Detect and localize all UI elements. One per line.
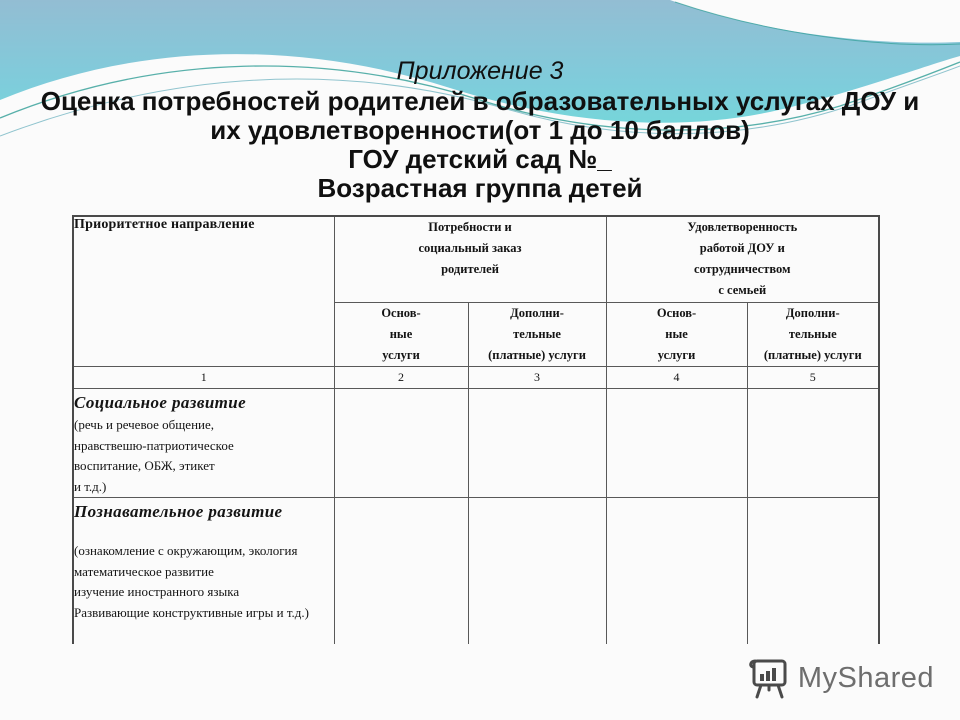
- needs-header-line: Потребности и: [428, 220, 512, 234]
- column-number-cell: 2: [334, 367, 468, 389]
- priority-header-cell: [73, 216, 334, 367]
- direction-title: Социальное развитие: [74, 393, 247, 412]
- title-block: [0, 56, 960, 203]
- evaluation-table: [72, 215, 880, 644]
- sub-header-line: (платные) услуги: [488, 348, 586, 362]
- direction-desc-line: и т.д.): [74, 478, 107, 494]
- direction-desc-line: изучение иностранного языка: [74, 584, 240, 599]
- column-number-cell: 3: [468, 367, 606, 389]
- needs-header-line: родителей: [441, 262, 499, 276]
- basic-services-header-cell-2: [606, 303, 747, 367]
- sub-header-line: (платные) услуги: [763, 348, 862, 362]
- title-line-1: Оценка потребностей родителей в образовательных услугах ДОУ и: [40, 86, 920, 116]
- sub-header-line: Основ-: [381, 306, 421, 320]
- title-line-3: ГОУ детский сад №_: [348, 144, 612, 174]
- score-cell-empty: [606, 389, 747, 498]
- direction-cell-cognitive: [73, 498, 334, 645]
- group-header-row: [73, 216, 879, 303]
- satisfaction-header-line: работой ДОУ и: [699, 241, 785, 255]
- table-row-cognitive: [73, 498, 879, 645]
- score-cell-empty: [747, 389, 879, 498]
- needs-header-line: социальный заказ: [418, 241, 522, 255]
- direction-desc-line: (речь и речевое общение,: [74, 417, 215, 432]
- blank-line: [74, 524, 334, 541]
- additional-services-header-cell-2: [747, 303, 879, 367]
- satisfaction-header-line: с семьей: [718, 283, 767, 297]
- score-cell-empty: [747, 498, 879, 645]
- score-cell-empty: [468, 498, 606, 645]
- direction-desc-line: математическое развитие: [74, 563, 214, 579]
- needs-group-header-cell: [334, 216, 606, 303]
- direction-desc-line: (ознакомление с окружающим, экология: [74, 543, 298, 558]
- score-cell-empty: [606, 498, 747, 645]
- direction-desc-line: воспитание, ОБЖ, этикет: [74, 458, 215, 473]
- appendix-label: Приложение 3: [396, 57, 564, 85]
- title-line-4: Возрастная группа детей: [317, 173, 643, 203]
- sub-header-line: услуги: [657, 348, 696, 362]
- sub-header-line: Дополни-: [785, 306, 840, 320]
- sub-header-line: ные: [389, 327, 413, 341]
- sub-header-line: услуги: [382, 348, 420, 362]
- sub-header-line: Основ-: [656, 306, 697, 320]
- column-number-cell: 1: [73, 367, 334, 389]
- basic-services-header-cell: [334, 303, 468, 367]
- presentation-chart-icon: [745, 656, 791, 700]
- direction-desc-line: нравствешю-патриотическое: [74, 437, 234, 453]
- additional-services-header-cell: [468, 303, 606, 367]
- sub-header-line: ные: [665, 327, 688, 341]
- column-number-row: [73, 367, 879, 389]
- satisfaction-header-line: сотрудничеством: [694, 262, 791, 276]
- title-line-2: их удовлетворенности(от 1 до 10 баллов): [210, 115, 750, 145]
- table-row-social: [73, 389, 879, 498]
- direction-cell-social: [73, 389, 334, 498]
- column-number-cell: 5: [747, 367, 879, 389]
- myshared-logo-text: MyShared: [797, 661, 934, 694]
- score-cell-empty: [334, 389, 468, 498]
- direction-title: Познавательное развитие: [74, 502, 283, 521]
- sub-header-line: тельные: [513, 327, 561, 341]
- score-cell-empty: [334, 498, 468, 645]
- sub-header-line: тельные: [788, 327, 837, 341]
- column-number-cell: 4: [606, 367, 747, 389]
- score-cell-empty: [468, 389, 606, 498]
- sub-header-line: Дополни-: [510, 306, 564, 320]
- direction-desc-line: Развивающие конструктивные игры и т.д.): [74, 604, 309, 620]
- priority-header-label: Приоритетное направление: [74, 217, 255, 232]
- satisfaction-header-line: Удовлетворенность: [687, 220, 798, 234]
- myshared-logo[interactable]: [745, 656, 934, 700]
- satisfaction-group-header-cell: [606, 216, 879, 303]
